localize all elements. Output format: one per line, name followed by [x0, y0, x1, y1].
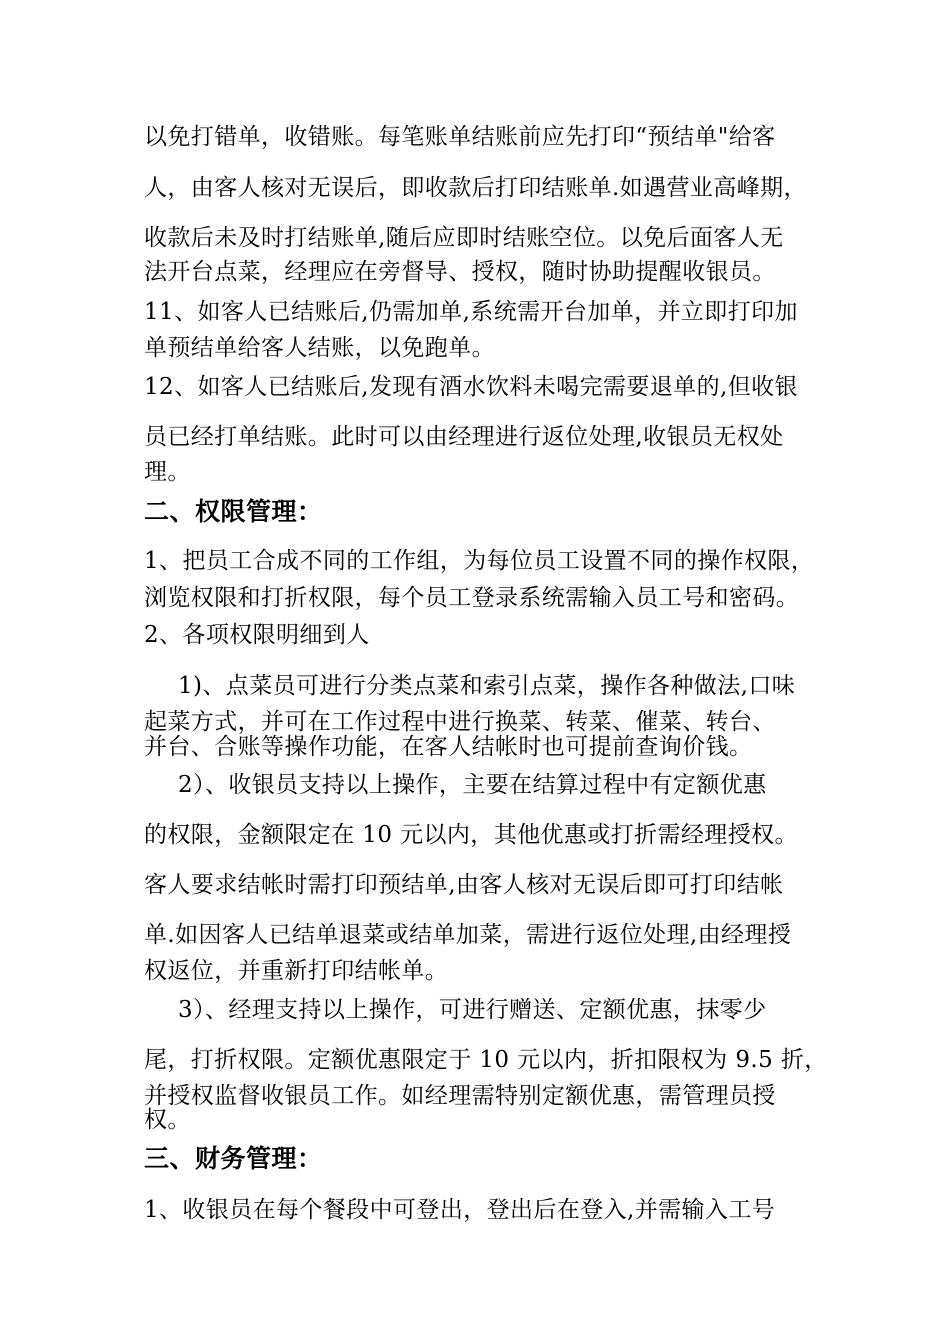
paragraph-line: 以免打错单，收错账。每笔账单结账前应先打印“预结单"给客: [144, 124, 776, 150]
paragraph-line: 2、各项权限明细到人: [144, 622, 370, 648]
paragraph-line: 并授权监督收银员工作。如经理需特别定额优惠，需管理员授: [144, 1083, 776, 1109]
paragraph-line: 1、把员工合成不同的工作组，为每位员工设置不同的操作权限，: [144, 548, 815, 574]
paragraph-line: 单.如因客人已结单退菜或结单加菜，需进行返位处理,由经理授: [144, 922, 792, 948]
paragraph-line: 浏览权限和打折权限，每个员工登录系统需输入员工号和密码。: [144, 585, 800, 611]
paragraph-line: 理。: [144, 459, 191, 485]
paragraph-line: 1)、点菜员可进行分类点菜和索引点菜，操作各种做法,口味: [178, 673, 796, 699]
paragraph-line: 的权限，金额限定在 10 元以内，其他优惠或打折需经理授权。: [144, 822, 798, 848]
paragraph-line: 2）、收银员支持以上操作，主要在结算过程中有定额优惠: [178, 772, 767, 798]
paragraph-line: 客人要求结帐时需打印预结单,由客人核对无误后即可打印结帐: [144, 872, 784, 898]
paragraph-line: 人，由客人核对无误后，即收款后打印结账单.如遇营业高峰期，: [144, 175, 807, 201]
paragraph-line: 权。: [144, 1107, 191, 1133]
paragraph-line: 权返位，并重新打印结帐单。: [144, 958, 449, 984]
paragraph-line: 法开台点菜，经理应在旁督导、授权，随时协助提醒收银员。: [144, 259, 776, 285]
paragraph-line: 尾，打折权限。定额优惠限定于 10 元以内，折扣限权为 9.5 折，: [144, 1047, 828, 1073]
paragraph-line: 起菜方式，并可在工作过程中进行换菜、转菜、催菜、转台、: [144, 709, 776, 735]
paragraph-line: 3）、经理支持以上操作，可进行赠送、定额优惠，抹零少: [178, 997, 767, 1023]
paragraph-line: 单预结单给客人结账，以免跑单。: [144, 335, 495, 361]
paragraph-line: 12、如客人已结账后,发现有酒水饮料未喝完需要退单的,但收银: [144, 374, 798, 400]
paragraph-line: 并台、合账等操作功能，在客人结帐时也可提前查询价钱。: [144, 734, 753, 760]
paragraph-line: 员已经打单结账。此时可以由经理进行返位处理,收银员无权处: [144, 424, 784, 450]
paragraph-line: 收款后未及时打结账单,随后应即时结账空位。以免后面客人无: [144, 225, 784, 251]
paragraph-line: 1、收银员在每个餐段中可登出，登出后在登入,并需输入工号: [144, 1197, 776, 1223]
paragraph-line: 11、如客人已结账后,仍需加单,系统需开台加单，并立即打印加: [144, 299, 798, 325]
section-heading: 二、权限管理：: [144, 497, 323, 526]
section-heading: 三、财务管理：: [144, 1144, 323, 1173]
